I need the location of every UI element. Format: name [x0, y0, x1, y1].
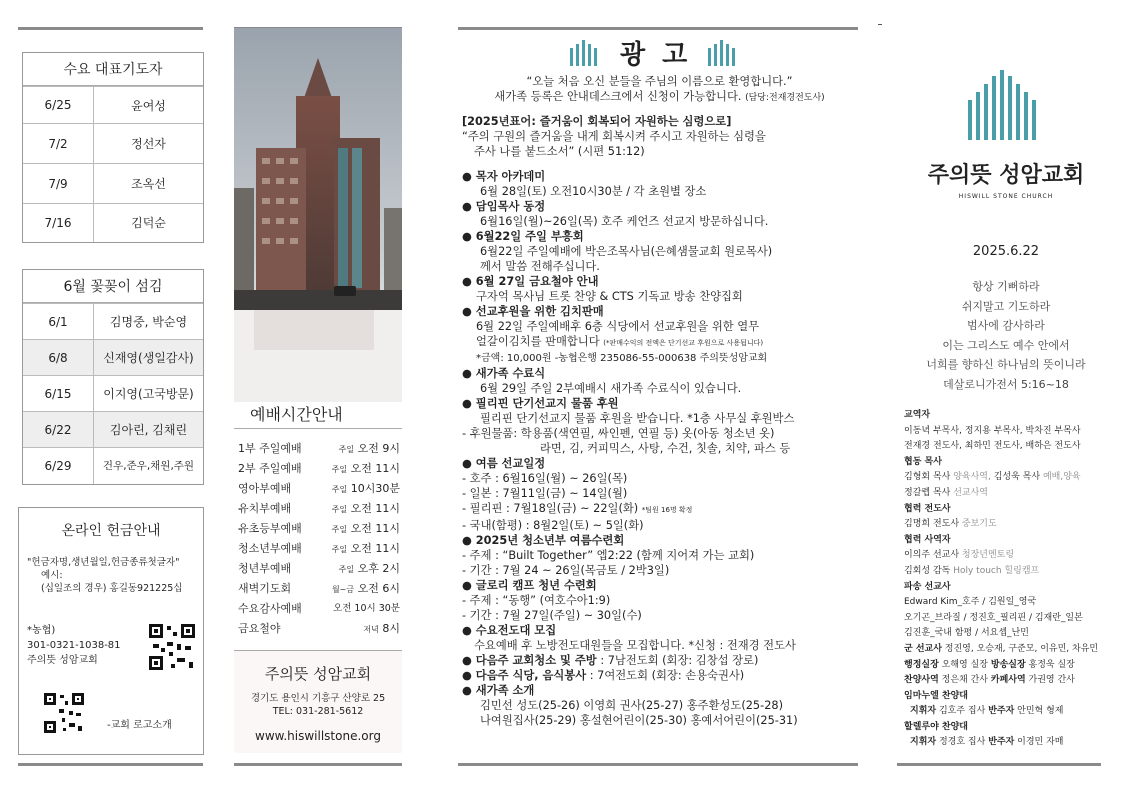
service-row — [238, 560, 400, 576]
summer-note: *팀원 16명 확정 — [641, 506, 693, 514]
table-cell: 김아린, 김채린 — [94, 412, 204, 448]
bottom-rule-4 — [897, 763, 1101, 766]
flowers-table — [23, 303, 203, 484]
table-cell: 조옥선 — [94, 164, 204, 204]
service-time: 오전 11시 — [350, 542, 400, 555]
church-tel: TEL: 031-281-5612 — [272, 706, 364, 717]
welcome-line: “오늘 처음 오신 분들을 주님의 이름으로 환영합니다.” — [526, 75, 793, 88]
welcome-block — [462, 74, 857, 106]
table-cell: 6/8 — [23, 340, 94, 376]
motto-line: “주의 구원의 즐거움을 내게 회복시켜 주시고 자원하는 심령을 — [462, 130, 766, 143]
verse-line: 항상 기뻐하라 — [972, 280, 1040, 293]
church-address: 경기도 용인시 기흥구 산양로 25 — [250, 693, 386, 704]
service-times-title: 예배시간안내 — [250, 405, 343, 424]
staff-line: 김명희 전도사 중보기도 — [904, 519, 997, 530]
ad-item-line: 필리핀 단기선교지 물품 후원을 받습니다. *1층 사무실 후원박스 — [480, 412, 795, 425]
ad-item-line: 6월 28일(토) 오전10시30분 / 각 초원별 장소 — [480, 185, 707, 198]
service-row — [238, 480, 400, 496]
verse-line: 너희를 향하신 하나님의 뜻이니라 — [926, 358, 1086, 371]
ads-title: 광 고 — [620, 40, 692, 70]
table-cell: 신재영(생일감사) — [94, 340, 204, 376]
staff-heading: 파송 선교사 — [904, 581, 951, 592]
staff-heading: 협력 사역자 — [904, 534, 951, 545]
offering-line3: (십일조의 경우) 홍길동921225십 — [41, 583, 183, 594]
wed-prayer-title: 수요 대표기도자 — [23, 53, 203, 86]
verse-line: 범사에 감사하라 — [967, 319, 1045, 332]
welcome-note: (담당:전재경전도사) — [745, 93, 825, 103]
table-cell: 건우,준우,채원,주원 — [94, 448, 204, 484]
service-time: 오전 10시 30분 — [333, 603, 400, 614]
ad-item-title: ● 새가족 소개 — [462, 684, 535, 697]
motto-heading: [2025년표어: 즐거움이 회복되어 자원하는 심령으로] — [462, 115, 732, 128]
staff-line: 찬양사역 정은채 간사 카페사역 가권영 간사 — [904, 675, 1075, 686]
newfam-line: 김민선 성도(25-26) 이영희 권사(25-27) 홍주환성도(25-28) — [480, 699, 783, 712]
church-logo-icon — [968, 70, 1040, 140]
cover-verse — [904, 277, 1108, 394]
service-day: 주일 — [331, 485, 348, 494]
meal-line: ● 다음주 식당, 음식봉사 : 7여전도회 (회장: 손용숙권사) — [462, 669, 745, 682]
service-time: 오전 11시 — [350, 462, 400, 475]
welcome-line: 새가족 등록은 안내데스크에서 신청이 가능합니다. — [494, 90, 742, 103]
offering-bank: *농협) — [27, 625, 56, 636]
ad-item-title: ● 2025년 청소년부 여름수련회 — [462, 534, 625, 547]
ad-item-title: ● 담임목사 동정 — [462, 200, 546, 213]
service-row — [238, 500, 400, 516]
church-building-photo — [234, 28, 402, 402]
verse-line: 쉬지말고 기도하라 — [961, 299, 1051, 313]
staff-line: 지휘자 정경호 집사 반주자 이경민 자매 — [910, 737, 1064, 748]
flowers-box — [22, 269, 204, 485]
offering-holder: 주의뜻 성암교회 — [27, 655, 98, 666]
offering-account: 301-0321-1038-81 — [27, 640, 121, 651]
summer-line: - 일본 : 7월11일(금) ~ 14일(월) — [462, 487, 628, 500]
kimchi-note: (*판매수익의 전액은 단기선교 후원으로 사용됩니다) — [603, 339, 764, 347]
summer-line: - 필리핀 : 7월18일(금) ~ 22일(화) — [462, 502, 639, 515]
table-cell: 6/29 — [23, 448, 94, 484]
ads-body — [462, 114, 857, 728]
table-cell: 7/9 — [23, 164, 94, 204]
top-rule-3 — [458, 27, 858, 30]
church-website-link[interactable]: www.hiswillstone.org — [255, 729, 381, 743]
verse-line: 이는 그리스도 예수 안에서 — [942, 338, 1070, 352]
table-cell: 6/15 — [23, 376, 94, 412]
service-time: 오후 2시 — [357, 562, 400, 575]
goods-line: - 후원물품: 학용품(색연필, 싸인펜, 연필 등) 옷(아동 청소년 옷) — [462, 427, 775, 440]
summer-line: - 국내(함평) : 8월2일(토) ~ 5일(화) — [462, 519, 644, 532]
service-time: 오전 9시 — [357, 442, 400, 455]
service-name: 2부 주일예배 — [238, 462, 302, 475]
service-name: 유초등부예배 — [238, 522, 302, 535]
choir-line: 수요예배 후 노방전도대원들을 모집합니다. *신청 : 전재경 전도사 — [474, 639, 796, 652]
service-day: 주일 — [331, 465, 348, 474]
service-row — [238, 620, 400, 636]
ad-item-title: ● 여름 선교일정 — [462, 457, 546, 470]
table-cell: 7/2 — [23, 124, 94, 164]
qr-code-logo-icon[interactable] — [43, 692, 85, 734]
ad-item-title: ● 목자 아카데미 — [462, 170, 546, 183]
service-row — [238, 520, 400, 536]
service-row — [238, 600, 400, 616]
service-name: 청소년부예배 — [238, 542, 302, 555]
youth-line: - 주제 : “Built Together” 엡2:22 (함께 지어져 가는 교회) — [462, 549, 755, 562]
ad-item-line: 얼갈이김치를 판매합니다 — [476, 335, 600, 348]
staff-line: 군 선교사 정진영, 오승재, 구준모, 이유민, 차유민 — [904, 643, 1099, 654]
offering-line2: 예시: — [41, 570, 63, 581]
table-cell: 김덕순 — [94, 204, 204, 242]
service-day: 월~금 — [331, 585, 355, 594]
service-time: 오전 11시 — [350, 522, 400, 535]
summer-line: - 호주 : 6월16일(월) ~ 26일(목) — [462, 472, 628, 485]
table-cell: 6/22 — [23, 412, 94, 448]
youth-line: - 기간 : 7월 24 ~ 26일(목금토 / 2박3일) — [462, 564, 670, 577]
staff-heading: 교역자 — [904, 410, 931, 420]
service-name: 1부 주일예배 — [238, 442, 302, 455]
goods-line: 라면, 김, 커피믹스, 사탕, 수건, 칫솔, 치약, 파스 등 — [540, 442, 791, 455]
ad-item-title: ● 새가족 수료식 — [462, 367, 546, 380]
staff-line: 행정실장 오해영 실장 방송실장 홍정욱 실장 — [904, 659, 1075, 670]
service-day: 주일 — [338, 565, 355, 574]
table-cell: 7/16 — [23, 204, 94, 242]
staff-heading: 할렐루야 찬양대 — [904, 721, 968, 732]
service-row — [238, 580, 400, 596]
church-name: 주의뜻 성암교회 — [264, 665, 372, 683]
cover-date: 2025.6.22 — [972, 244, 1040, 259]
service-name: 새벽기도회 — [238, 582, 292, 595]
cover-church-name: 주의뜻 성암교회 — [927, 163, 1085, 188]
service-row — [238, 540, 400, 556]
staff-line: Edward Kim_호주 / 김원일_영국 — [904, 597, 1037, 608]
service-day: 주일 — [331, 525, 348, 534]
ad-item-title: ● 6월 27일 금요철야 안내 — [462, 275, 599, 288]
service-time: 10시30분 — [350, 482, 400, 495]
wed-prayer-box — [22, 52, 204, 243]
offering-box — [18, 507, 204, 755]
glory-line: - 기간 : 7월 27일(주일) ~ 30일(수) — [462, 609, 642, 622]
logo-caption: -교회 로고소개 — [107, 720, 172, 731]
ad-item-line: 께서 말씀 전해주십니다. — [480, 260, 600, 273]
title-bars-right-icon — [706, 40, 740, 66]
service-row — [238, 440, 400, 456]
motto-line: 주사 나를 붙드소서” (시편 51:12) — [474, 145, 645, 158]
clean-line: ● 다음주 교회청소 및 주방 : 7남전도회 (회장: 김창섭 장로) — [462, 654, 759, 667]
qr-code-icon[interactable] — [147, 622, 197, 672]
service-time: 8시 — [382, 622, 400, 635]
table-cell: 이지영(고국방문) — [94, 376, 204, 412]
top-rule-1 — [18, 27, 203, 30]
service-row — [238, 460, 400, 476]
glory-line: - 주제 : “동행” (여호수아1:9) — [462, 594, 611, 607]
staff-line: 이의주 선교사 청장년멘토링 — [904, 550, 1015, 561]
staff-heading: 협력 전도사 — [904, 503, 951, 514]
church-info-box — [234, 650, 402, 753]
table-cell: 6/25 — [23, 87, 94, 124]
service-day: 주일 — [338, 445, 355, 454]
ad-item-title: ● 글로리 캠프 청년 수련회 — [462, 579, 597, 592]
cover-church-sub: HISWILL STONE CHURCH — [958, 193, 1054, 200]
ad-item-title: ● 6월22일 주일 부흥회 — [462, 230, 584, 243]
staff-heading: 임마누엘 찬양대 — [904, 690, 968, 701]
bottom-rule-1 — [18, 763, 203, 766]
table-cell: 정선자 — [94, 124, 204, 164]
staff-line: 김진훈_국내 함평 / 서요셉_난민 — [904, 628, 1029, 639]
ad-item-line: 6월16일(월)~26일(목) 호주 케언즈 선교지 방문하십니다. — [480, 215, 769, 228]
staff-line: 이동녁 부목사, 정지용 부목사, 박차진 부목사 — [904, 425, 1081, 436]
ad-item-line: 6월22일 주일예배에 박은조목사님(은혜샘물교회 원로목사) — [480, 245, 773, 258]
table-cell: 6/1 — [23, 304, 94, 340]
table-cell: 윤여성 — [94, 87, 204, 124]
staff-heading: 협동 목사 — [904, 456, 942, 467]
ad-item-line: 구자억 목사님 트롯 찬양 & CTS 기독교 방송 찬양집회 — [476, 290, 743, 303]
offering-line1: "헌금자명,생년월일,헌금종류첫글자" — [27, 557, 180, 568]
service-name: 금요철야 — [238, 622, 281, 635]
table-cell: 김명중, 박순영 — [94, 304, 204, 340]
staff-line: 정갈렙 목사 선교사역 — [904, 487, 988, 498]
service-time: 오전 6시 — [357, 582, 400, 595]
staff-line: 지휘자 김호주 집사 반주자 안민혁 형제 — [910, 706, 1064, 717]
staff-line: 전재경 전도사, 최하민 전도사, 배하은 전도사 — [904, 441, 1081, 452]
service-day: 주일 — [331, 545, 348, 554]
staff-line: 김형회 목사 양육사역, 김성욱 목사 예배,양육 — [904, 472, 1081, 483]
service-name: 수요감사예배 — [238, 602, 302, 615]
verse-line: 데살로니가전서 5:16~18 — [943, 377, 1069, 391]
flowers-title: 6월 꽃꽂이 섬김 — [23, 270, 203, 303]
service-name: 영아부예배 — [238, 482, 292, 495]
service-day: 주일 — [331, 505, 348, 514]
corner-mark — [878, 24, 882, 25]
ad-item-line: 6월 29일 주일 2부예배시 새가족 수료식이 있습니다. — [480, 382, 742, 395]
service-time: 오전 11시 — [350, 502, 400, 515]
staff-list — [904, 408, 1104, 751]
ad-item-line: 6월 22일 주일예배후 6층 식당에서 선교후원을 위한 열무 — [476, 320, 760, 333]
service-name: 청년부예배 — [238, 562, 292, 575]
newfam-line: 나여원집사(25-29) 홍설현어린이(25-30) 홍예서어린이(25-31) — [480, 714, 798, 727]
divider — [234, 428, 402, 429]
service-name: 유치부예배 — [238, 502, 292, 515]
wed-prayer-table — [23, 86, 203, 242]
staff-line: 김회성 감독 Holy touch 힐링캠프 — [904, 565, 1040, 576]
ad-item-title: ● 선교후원을 위한 김치판매 — [462, 305, 604, 318]
title-bars-left-icon — [568, 40, 602, 66]
service-day: 저녁 — [363, 625, 379, 634]
bottom-rule-3 — [458, 763, 858, 766]
ad-item-title: ● 필리핀 단기선교지 물품 후원 — [462, 397, 619, 410]
ad-item-title: ● 수요전도대 모집 — [462, 624, 557, 637]
bottom-rule-2 — [234, 763, 402, 766]
offering-title: 온라인 헌금안내 — [61, 523, 161, 539]
staff-line: 오기곤_브라질 / 정진호_필리핀 / 김재란_일본 — [904, 612, 1083, 623]
kimchi-price: *금액: 10,000원 -농협은행 235086-55-000638 주의뜻성암교회 — [476, 353, 768, 364]
